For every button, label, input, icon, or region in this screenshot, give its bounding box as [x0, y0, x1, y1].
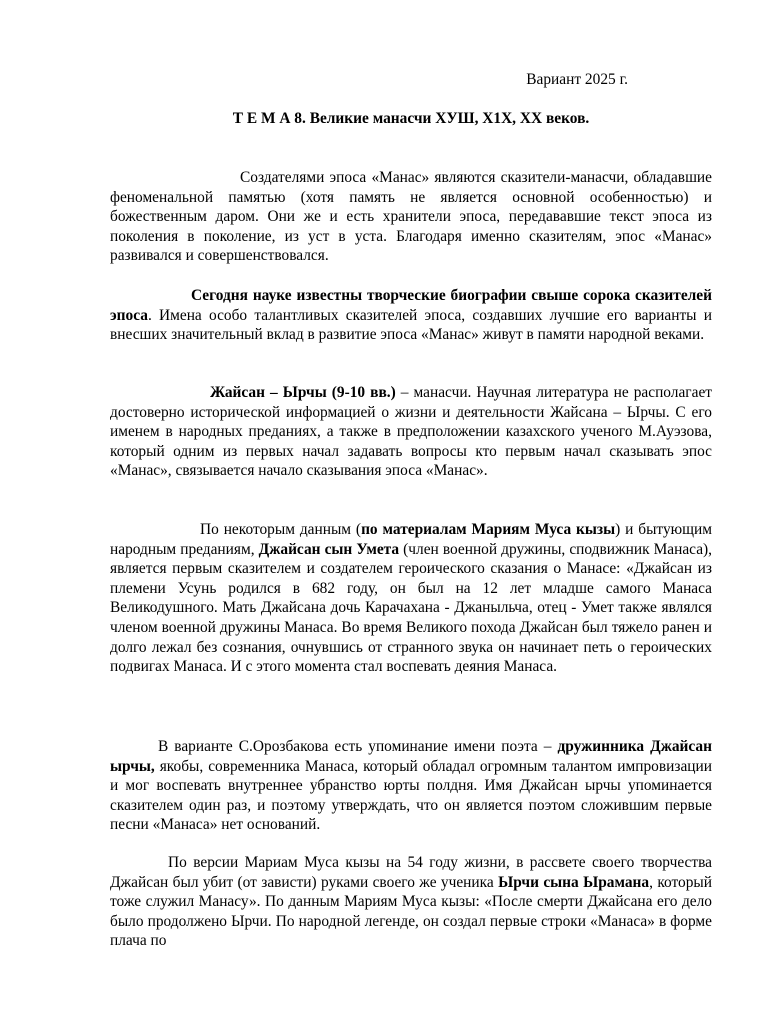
- paragraph-text: ) и бытующим народным преданиям,: [110, 521, 712, 558]
- paragraph-text: В варианте С.Орозбакова есть упоминание имени поэта –: [158, 738, 558, 755]
- paragraph-text: – манасчи. Научная литература не располагает достоверно исторической информацией о жизни и деятельности Жайсана – Ырчы. С его именем в народных преданиях, а также в предположении казахского ученого М.Ауэзова, который одним из первых начал задавать вопросы кто первым начал сказывать эпос «Манас», связывается начало сказывания эпоса «Манас».: [110, 384, 713, 480]
- paragraph-text: По некоторым данным (: [200, 521, 362, 538]
- variant-year: Вариант 2025 г.: [526, 71, 628, 88]
- paragraph-text: . Имена особо талантливых сказителей эпоса, создавших лучшие его варианты и внесших значительный вклад в развитие эпоса «Манас» живут в памяти народной веками.: [110, 306, 712, 344]
- page-title: Т Е М А 8. Великие манасчи ХУШ, Х1Х, ХХ веков.: [232, 110, 590, 127]
- bold-text: по материалам Мариям Муса кызы: [361, 521, 616, 538]
- paragraph-text: (член военной дружины, сподвижник Манаса), является первым сказителем и создателем героического сказания о Манасе: «Джайсан из племени Усунь родился в 682 году, он был на 12 лет младше самого Манаса Великодушного. Мать Джайсана дочь Карачахана - Джаныльча, отец - Умет также являлся членом военной дружины Манаса. Во время Великого похода Джайсан был тяжело ранен и долго лежал без сознания, очнувшись от странного звука он начинает петь о героических подвигах Манаса. И с этого момента стал воспевать деяния Манаса.: [110, 540, 713, 676]
- paragraph-text: , который тоже служил Манасу». По данным Мариям Муса кызы: «После смерти Джайсана его дело было продолжено Ырчи. По народной легенде, он создал первые строки «Манаса» в форме плача по: [110, 873, 713, 950]
- paragraph-text: Создателями эпоса «Манас» являются сказители-манасчи, обладавшие феноменальной памятью (хотя память не является основной особенностью) и божественным даром. Они же и есть хранители эпоса, передававшие текст эпоса из поколения в поколение, из уст в уста. Благодаря именно сказителям, эпос «Манас» развивался и совершенствовался.: [110, 169, 712, 265]
- paragraph-biographies: [110, 286, 712, 345]
- paragraph-text: якобы, современника Манаса, который обладал огромным талантом импровизации и мог воспевать внутреннее убранство юрты полдня. Имя Джайсан ырчы упоминается сказителем один раз, и поэтому утверждать, что он является поэтом сложившим первые песни «Манаса» нет оснований.: [110, 757, 712, 834]
- bold-text: Ырчи сына Ырамана: [498, 873, 650, 891]
- bold-text: Джайсан сын Умета: [258, 540, 400, 558]
- paragraph-version: [110, 853, 712, 951]
- paragraph-zhaisan: [110, 383, 712, 481]
- paragraph-creators: [110, 168, 712, 266]
- paragraph-orozbakov: [110, 737, 712, 835]
- paragraph-materials: [110, 520, 712, 677]
- bold-text: Сегодня науке известны творческие биографии свыше сорока сказителей эпоса: [110, 287, 712, 324]
- bold-text: Жайсан – Ырчы (9-10 вв.): [210, 384, 396, 401]
- paragraph-text: По версии Мариам Муса кызы на 54 году жизни, в рассвете своего творчества Джайсан был убит (от зависти) руками своего же ученика: [110, 854, 712, 891]
- bold-text: дружинника Джайсан ырчы,: [110, 738, 712, 775]
